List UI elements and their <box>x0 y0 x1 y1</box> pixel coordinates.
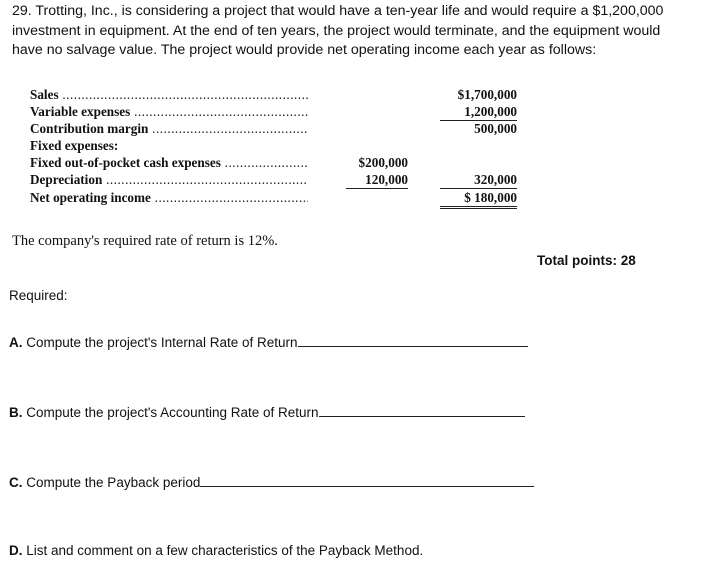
intro-line: investment in equipment. At the end of ten years, the project would terminate, and the equipment would <box>12 22 661 39</box>
question-letter: A. <box>9 335 23 350</box>
question-b <box>9 402 525 420</box>
question-letter: D. <box>9 543 23 558</box>
row-label: Variable expenses ..... <box>30 103 308 120</box>
row-right-value: 500,000 <box>474 121 517 136</box>
row-label: Depreciation ..... <box>30 171 308 188</box>
intro-line: 29. Trotting, Inc., is considering a project that would have a ten-year life and would require a $1,200,000 <box>12 3 664 19</box>
required-label: Required: <box>9 288 68 303</box>
answer-line-a[interactable] <box>298 332 528 347</box>
required-rate-text: The company's required rate of return is 12%. <box>12 233 278 249</box>
row-mid-value: 120,000 <box>346 171 408 189</box>
row-label: Fixed expenses: <box>30 138 119 153</box>
question-text: List and comment on a few characteristics of the Payback Method. <box>26 543 424 558</box>
question-text: Compute the project's Accounting Rate of Return <box>26 405 319 420</box>
total-points: Total points: 28 <box>537 253 636 268</box>
row-right-value: 320,000 <box>440 171 517 189</box>
row-label: Sales ..... <box>30 86 308 103</box>
question-c <box>9 472 534 490</box>
row-label: Net operating income ..... <box>30 189 308 206</box>
question-text: Compute the project's Internal Rate of Return <box>26 335 298 350</box>
row-right-value: $ 180,000 <box>440 189 517 209</box>
intro-line: have no salvage value. The project would provide net operating income each year as follows: <box>12 42 597 58</box>
row-mid-value: $200,000 <box>358 155 408 170</box>
question-d <box>9 543 423 558</box>
answer-line-b[interactable] <box>319 402 525 417</box>
question-letter: C. <box>9 475 23 490</box>
row-label: Contribution margin ..... <box>30 120 308 137</box>
question-text: Compute the Payback period <box>26 475 201 490</box>
problem-intro <box>12 2 712 61</box>
row-right-value: $1,700,000 <box>457 87 517 102</box>
row-right-value: 1,200,000 <box>440 103 517 121</box>
question-letter: B. <box>9 405 23 420</box>
answer-line-c[interactable] <box>200 472 534 487</box>
income-statement <box>30 86 530 211</box>
question-a <box>9 332 528 350</box>
row-label: Fixed out-of-pocket cash expenses ..... <box>30 154 308 171</box>
